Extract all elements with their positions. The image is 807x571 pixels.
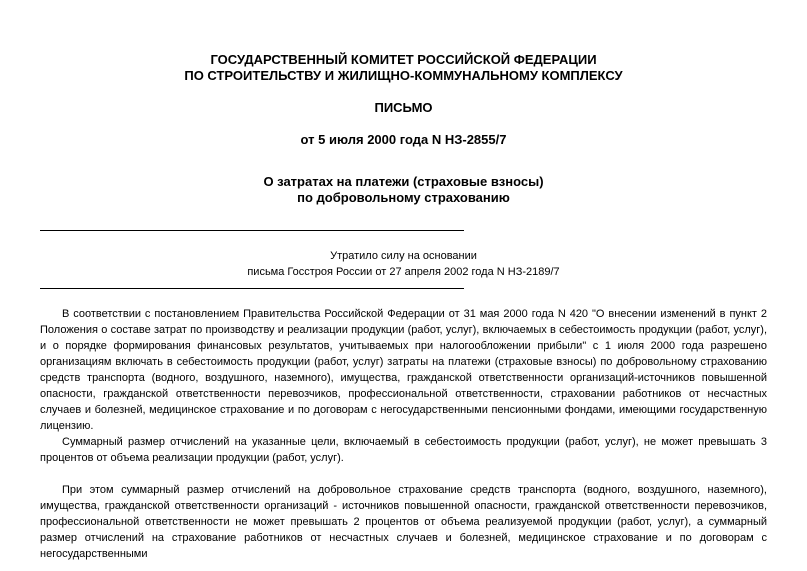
document-subject-line-2: по добровольному страхованию: [297, 190, 510, 205]
divider-bottom: [40, 288, 464, 289]
document-type: ПИСЬМО: [374, 100, 433, 115]
issuer-line-2: ПО СТРОИТЕЛЬСТВУ И ЖИЛИЩНО-КОММУНАЛЬНОМУ КОМПЛЕКСУ: [184, 68, 623, 83]
document-subject-line-1: О затратах на платежи (страховые взносы): [263, 174, 544, 189]
body-paragraph-2: Суммарный размер отчислений на указанные цели, включаемый в себестоимость продукции (работ, услуг), не может превышать 3 процентов от объема реализации продукции (работ, услуг).: [40, 436, 767, 464]
divider-top: [40, 230, 464, 231]
body-paragraph-3: При этом суммарный размер отчислений на добровольное страхование средств транспорта (водного, воздушного, наземного), имущества, гражданской ответственности организаций - источников повышенной опасности, гражданской ответственности перевозчиков, профессиональной ответственности не может превышать 2 процентов от объема реализуемой продукции (работ, услуг), а суммарный размер отчислений на страхование работников от несчастных случаев и болезней, медицинское страхование и по договорам с негосударственными: [40, 484, 767, 560]
document-date-number: от 5 июля 2000 года N НЗ-2855/7: [300, 132, 507, 147]
issuer-line-1: ГОСУДАРСТВЕННЫЙ КОМИТЕТ РОССИЙСКОЙ ФЕДЕРАЦИИ: [210, 52, 597, 67]
status-note-line-1: Утратило силу на основании: [330, 250, 477, 262]
body-paragraph-1: В соответствии с постановлением Правительства Российской Федерации от 31 мая 2000 года N 420 "О внесении изменений в пункт 2 Положения о составе затрат по производству и реализации продукции (работ, услуг), включаемых в себестоимость продукции (работ, услуг), и о порядке формирования финансовых результатов, учитываемых при налогообложении прибыли" с 1 июля 2000 года разрешено организациям включать в себестоимость продукции (работ, услуг) затраты на платежи (страховые взносы) по добровольному страхованию средств транспорта (водного, воздушного, наземного), имущества, гражданской ответственности организаций-источников повышенной опасности, гражданской ответственности перевозчиков, профессиональной ответственности, страховании работников от несчастных случаев и болезней, медицинское страхование и по договорам с негосударственными пенсионными фондами, имеющими государственную лицензию.: [40, 308, 767, 432]
status-note-line-2: письма Госстроя России от 27 апреля 2002 года N НЗ-2189/7: [247, 266, 560, 278]
